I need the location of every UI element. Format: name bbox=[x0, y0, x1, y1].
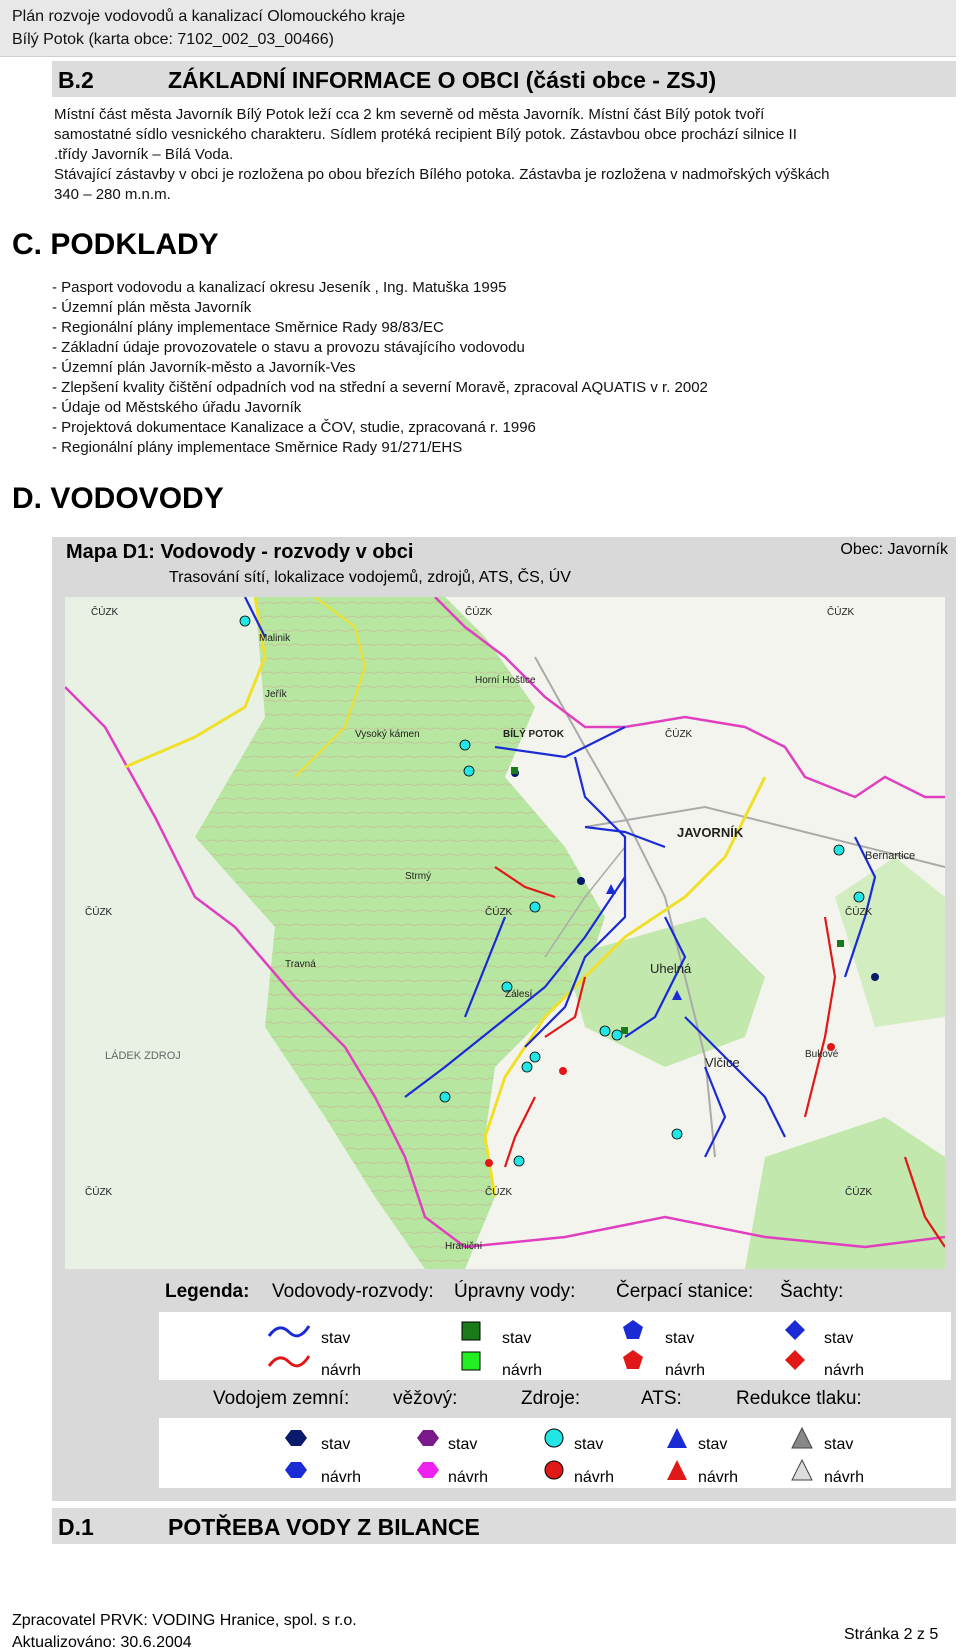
tower-proposed-icon bbox=[417, 1462, 439, 1478]
intro-line: 340 – 280 m.n.m. bbox=[54, 186, 171, 203]
reducer-existing-icon bbox=[792, 1428, 812, 1448]
map-label: ČÚZK bbox=[85, 907, 113, 918]
source-existing-icon bbox=[545, 1429, 563, 1447]
water-network-map bbox=[65, 597, 945, 1269]
list-item: - Údaje od Městského úřadu Javorník bbox=[52, 399, 302, 416]
pump-proposed-icon bbox=[623, 1350, 643, 1369]
list-item: - Pasport vodovodu a kanalizací okresu Jeseník , Ing. Matuška 1995 bbox=[52, 279, 507, 296]
map-label: ČÚZK bbox=[85, 1187, 113, 1198]
section-title: POTŘEBA VODY Z BILANCE bbox=[168, 1514, 480, 1540]
pipe-proposed-icon bbox=[269, 1356, 309, 1366]
map-svg bbox=[65, 597, 945, 1269]
map-label: Horní Hoštice bbox=[475, 675, 536, 686]
map-label: Bernartice bbox=[865, 850, 916, 862]
legend-heading: Šachty: bbox=[780, 1281, 844, 1302]
heading-podklady: C. PODKLADY bbox=[12, 228, 219, 261]
heading-vodovody: D. VODOVODY bbox=[12, 482, 224, 515]
podklady-list bbox=[52, 278, 708, 458]
treatment-existing-icon bbox=[462, 1322, 480, 1340]
legend-label: stav bbox=[448, 1436, 478, 1453]
map-subtitle: Trasování sítí, lokalizace vodojemů, zdrojů, ATS, ČS, ÚV bbox=[169, 569, 571, 586]
map-label: Malinik bbox=[259, 633, 291, 644]
section-title: ZÁKLADNÍ INFORMACE O OBCI (části obce - ZSJ) bbox=[168, 67, 717, 93]
map-label: Uhelná bbox=[650, 961, 692, 976]
map-label: Jeřík bbox=[265, 689, 287, 700]
legend-label: stav bbox=[824, 1330, 854, 1347]
legend-heading: Redukce tlaku: bbox=[736, 1388, 862, 1409]
section-number: D.1 bbox=[58, 1514, 94, 1540]
intro-line: .třídy Javorník – Bílá Voda. bbox=[54, 146, 234, 163]
map-label: JAVORNÍK bbox=[677, 825, 744, 840]
source-proposed-icon bbox=[545, 1461, 563, 1479]
legend-label: stav bbox=[321, 1436, 351, 1453]
legend-label: návrh bbox=[665, 1362, 706, 1379]
reservoir-existing-icon bbox=[285, 1430, 307, 1446]
legend-heading: ATS: bbox=[641, 1388, 682, 1409]
map-label: ČÚZK bbox=[465, 607, 493, 618]
list-item: - Projektová dokumentace Kanalizace a ČOV, studie, zpracovaná r. 1996 bbox=[52, 419, 536, 436]
map-label: ČÚZK bbox=[91, 607, 119, 618]
treatment-proposed-icon bbox=[462, 1352, 480, 1370]
map-label: Zálesí bbox=[505, 989, 533, 1000]
map-label: ČÚZK bbox=[485, 1187, 513, 1198]
reservoir-proposed-icon bbox=[285, 1462, 307, 1478]
map-label: BÍLÝ POTOK bbox=[503, 729, 564, 740]
map-label: Strmý bbox=[405, 871, 432, 882]
map-label: ČÚZK bbox=[485, 907, 513, 918]
map-panel bbox=[52, 537, 956, 1501]
map-label: Hraniční bbox=[445, 1241, 483, 1252]
shaft-existing-icon bbox=[785, 1320, 805, 1340]
map-label: Vlčice bbox=[705, 1055, 740, 1070]
header-title: Plán rozvoje vodovodů a kanalizací Olomouckého kraje bbox=[12, 8, 406, 25]
section-number: B.2 bbox=[58, 67, 94, 93]
legend-label: návrh bbox=[698, 1469, 739, 1486]
ats-proposed-icon bbox=[667, 1460, 687, 1480]
map-label: Bukové bbox=[805, 1049, 839, 1060]
legend-label: stav bbox=[574, 1436, 604, 1453]
tower-existing-icon bbox=[417, 1430, 439, 1446]
legend-label: návrh bbox=[502, 1362, 543, 1379]
legend-label: návrh bbox=[321, 1362, 362, 1379]
legend-heading: Úpravny vody: bbox=[454, 1281, 576, 1302]
list-item: - Zlepšení kvality čištění odpadních vod na střední a severní Moravě, zpracoval AQUATIS v r. 2002 bbox=[52, 379, 708, 396]
reducer-proposed-icon bbox=[792, 1460, 812, 1480]
legend-heading: Vodovody-rozvody: bbox=[272, 1281, 434, 1302]
pump-existing-icon bbox=[623, 1320, 643, 1339]
legend-heading: věžový: bbox=[393, 1388, 458, 1409]
legend-label: návrh bbox=[448, 1469, 489, 1486]
list-item: - Územní plán města Javorník bbox=[52, 299, 252, 316]
legend-label: stav bbox=[824, 1436, 854, 1453]
footer-author: Zpracovatel PRVK: VODING Hranice, spol. s r.o. bbox=[12, 1612, 357, 1629]
legend-label: návrh bbox=[574, 1469, 615, 1486]
section-b2-bar bbox=[52, 61, 956, 97]
map-label: ČÚZK bbox=[845, 907, 873, 918]
pipe-existing-icon bbox=[269, 1326, 309, 1336]
section-d1-bar bbox=[52, 1508, 956, 1544]
map-label: ČÚZK bbox=[827, 607, 855, 618]
legend-label: stav bbox=[502, 1330, 532, 1347]
legend-label: návrh bbox=[321, 1469, 362, 1486]
legend-label: stav bbox=[321, 1330, 351, 1347]
list-item: - Regionální plány implementace Směrnice Rady 98/83/EC bbox=[52, 319, 444, 336]
ats-existing-icon bbox=[667, 1428, 687, 1448]
map-label: ČÚZK bbox=[665, 729, 693, 740]
intro-line: Místní část města Javorník Bílý Potok leží cca 2 km severně od města Javorník. Místní část Bílý potok tvoří bbox=[54, 106, 765, 123]
page-header bbox=[0, 0, 956, 57]
footer-updated: Aktualizováno: 30.6.2004 bbox=[12, 1634, 192, 1651]
legend-heading: Zdroje: bbox=[521, 1388, 581, 1409]
list-item: - Základní údaje provozovatele o stavu a provozu stávajícího vodovodu bbox=[52, 339, 525, 356]
map-label: LÁDEK ZDROJ bbox=[105, 1050, 181, 1062]
legend-label: stav bbox=[698, 1436, 728, 1453]
map-label: Travná bbox=[285, 959, 316, 970]
shaft-proposed-icon bbox=[785, 1350, 805, 1370]
map-title: Mapa D1: Vodovody - rozvody v obci bbox=[66, 541, 414, 563]
map-label: ČÚZK bbox=[845, 1187, 873, 1198]
intro-text bbox=[54, 105, 829, 205]
map-label: Vysoký kámen bbox=[355, 729, 420, 740]
legend-heading: Vodojem zemní: bbox=[213, 1388, 350, 1409]
legend-title: Legenda: bbox=[165, 1281, 250, 1302]
intro-line: samostatné sídlo vesnického charakteru. Sídlem protéká recipient Bílý potok. Zástavbou obce prochází silnice II bbox=[54, 126, 797, 143]
list-item: - Regionální plány implementace Směrnice Rady 91/271/EHS bbox=[52, 439, 463, 456]
intro-line: Stávající zástavby v obci je rozložena po obou březích Bílého potoka. Zástavba je rozložena v nadmořských výškách bbox=[54, 166, 830, 183]
header-subtitle: Bílý Potok (karta obce: 7102_002_03_00466) bbox=[12, 31, 335, 48]
footer-page: Stránka 2 z 5 bbox=[844, 1626, 939, 1643]
map-obec: Obec: Javorník bbox=[840, 541, 948, 558]
legend-label: návrh bbox=[824, 1362, 865, 1379]
legend-label: stav bbox=[665, 1330, 695, 1347]
legend-heading: Čerpací stanice: bbox=[616, 1281, 754, 1302]
list-item: - Územní plán Javorník-město a Javorník-Ves bbox=[52, 359, 356, 376]
legend-label: návrh bbox=[824, 1469, 865, 1486]
